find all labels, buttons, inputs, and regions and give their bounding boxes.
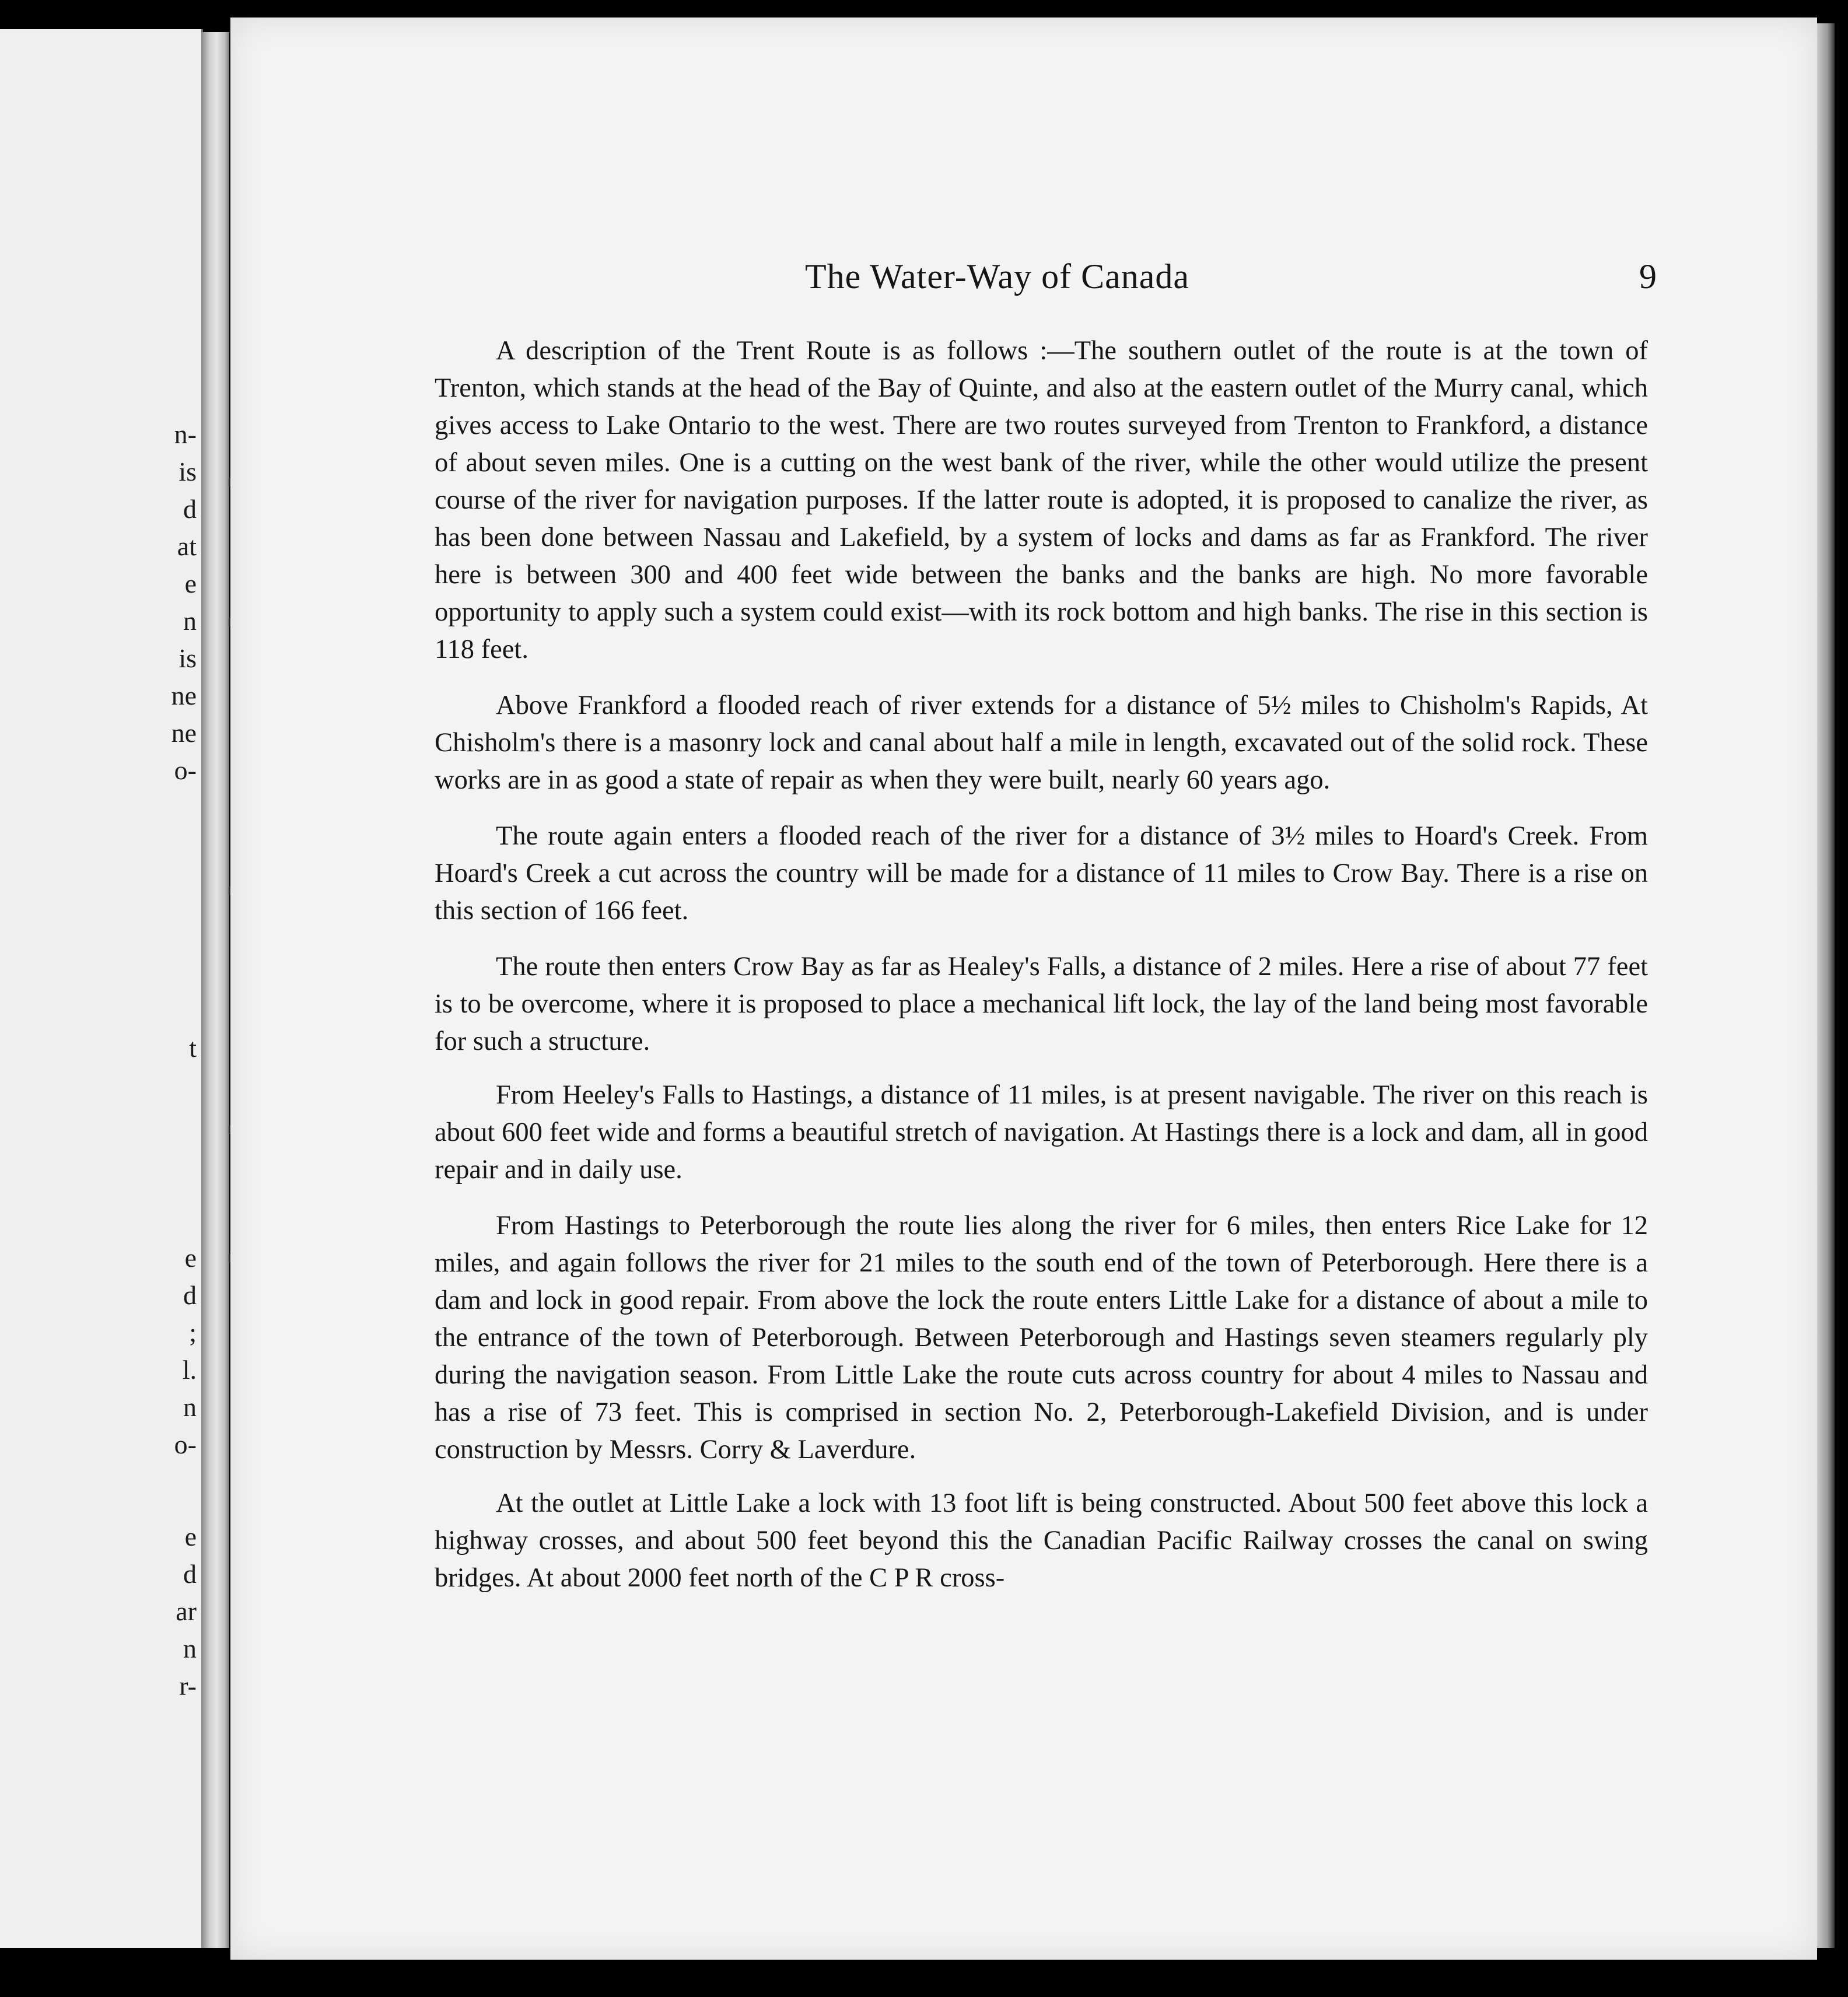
running-title: The Water-Way of Canada: [805, 257, 1190, 296]
line-fragment: ne: [171, 718, 197, 748]
line-fragment: ne: [171, 681, 197, 710]
page-number: 9: [1639, 257, 1657, 296]
line-fragment: ar: [176, 1596, 197, 1626]
paragraph: At the outlet at Little Lake a lock with 13 foot lift is being constructed. About 500 feet above this lock a highway crosses, and about 500 feet beyond this the Canadian Pacific Railway crosses the canal on swing bridges. At about 2000 feet north of the C P R cross-: [435, 1488, 1648, 1593]
paragraph: From Hastings to Peterborough the route lies along the river for 6 miles, then enters Rice Lake for 12 miles, and again follows the river for 21 miles to the south end of the town of Peterborough. Here there is a dam and lock in good repair. From above the lock the route enters Little Lake for a distance of about a mile to the entrance of the town of Peterborough. Between Peterborough and Hastings seven steamers regularly ply during the navigation season. From Little Lake the route cuts across country for about 4 miles to Nassau and has a rise of 73 feet. This is comprised in section No. 2, Peterborough-Lakefield Division, and is under construction by Messrs. Corry & Laverdure.: [435, 1211, 1648, 1465]
line-fragment: n-: [174, 419, 197, 449]
page-header: [805, 257, 1657, 309]
line-fragment: at: [177, 531, 197, 561]
line-fragment: n: [183, 1634, 197, 1663]
book-gutter: [201, 32, 229, 1948]
line-fragment: o-: [174, 755, 197, 785]
line-fragment: is: [178, 643, 197, 673]
page-edge-shadow: [1817, 23, 1835, 1948]
line-fragment: d: [183, 1280, 197, 1310]
line-fragment: ;: [189, 1318, 197, 1347]
line-fragment: e: [184, 1243, 197, 1273]
line-fragment: e: [184, 569, 197, 598]
line-fragment: o-: [174, 1430, 197, 1459]
paragraph: The route then enters Crow Bay as far as Healey's Falls, a distance of 2 miles. Here a rise of about 77 feet is to be overcome, where it is proposed to place a mechanical lift lock, the lay of the land being most favorable for such a structure.: [435, 952, 1648, 1056]
line-fragment: d: [183, 494, 197, 524]
body-text: [435, 332, 1648, 1616]
paragraph: Above Frankford a flooded reach of river extends for a distance of 5½ miles to Chisholm's Rapids, At Chisholm's there is a masonry lock and canal about half a mile in length, excavated out of the solid rock. These works are in as good a state of repair as when they were built, nearly 60 years ago.: [435, 691, 1648, 795]
line-fragment: t: [189, 1033, 197, 1063]
paragraph: A description of the Trent Route is as follows :—The southern outlet of the route is at the town of Trenton, which stands at the head of the Bay of Quinte, and also at the eastern outlet of the Murry canal, which gives access to Lake Ontario to the west. There are two routes surveyed from Trenton to Frankford, a distance of about seven miles. One is a cutting on the west bank of the river, while the other would utilize the present course of the river for navigation purposes. If the latter route is adopted, it is proposed to canalize the river, as has been done between Nassau and Lakefield, by a system of locks and dams as far as Frankford. The river here is between 300 and 400 feet wide between the banks and the banks are high. No more favorable opportunity to apply such a system could exist—with its rock bottom and high banks. The rise in this section is 118 feet.: [435, 336, 1648, 664]
paragraph: The route again enters a flooded reach of the river for a distance of 3½ miles to Hoard's Creek. From Hoard's Creek a cut across the country will be made for a distance of 11 miles to Crow Bay. There is a rise on this section of 166 feet.: [435, 821, 1648, 926]
line-fragment: e: [184, 1522, 197, 1551]
line-fragment: d: [183, 1559, 197, 1589]
line-fragment: r-: [179, 1671, 197, 1701]
paragraph: From Heeley's Falls to Hastings, a distance of 11 miles, is at present navigable. The river on this reach is about 600 feet wide and forms a beautiful stretch of navigation. At Hastings there is a lock and dam, all in good repair and in daily use.: [435, 1080, 1648, 1185]
previous-page-line-endings: [0, 29, 201, 1948]
line-fragment: n: [183, 1392, 197, 1422]
previous-page-edge: [0, 29, 203, 1948]
line-fragment: is: [178, 457, 197, 486]
line-fragment: n: [183, 606, 197, 636]
line-fragment: l.: [182, 1355, 197, 1385]
